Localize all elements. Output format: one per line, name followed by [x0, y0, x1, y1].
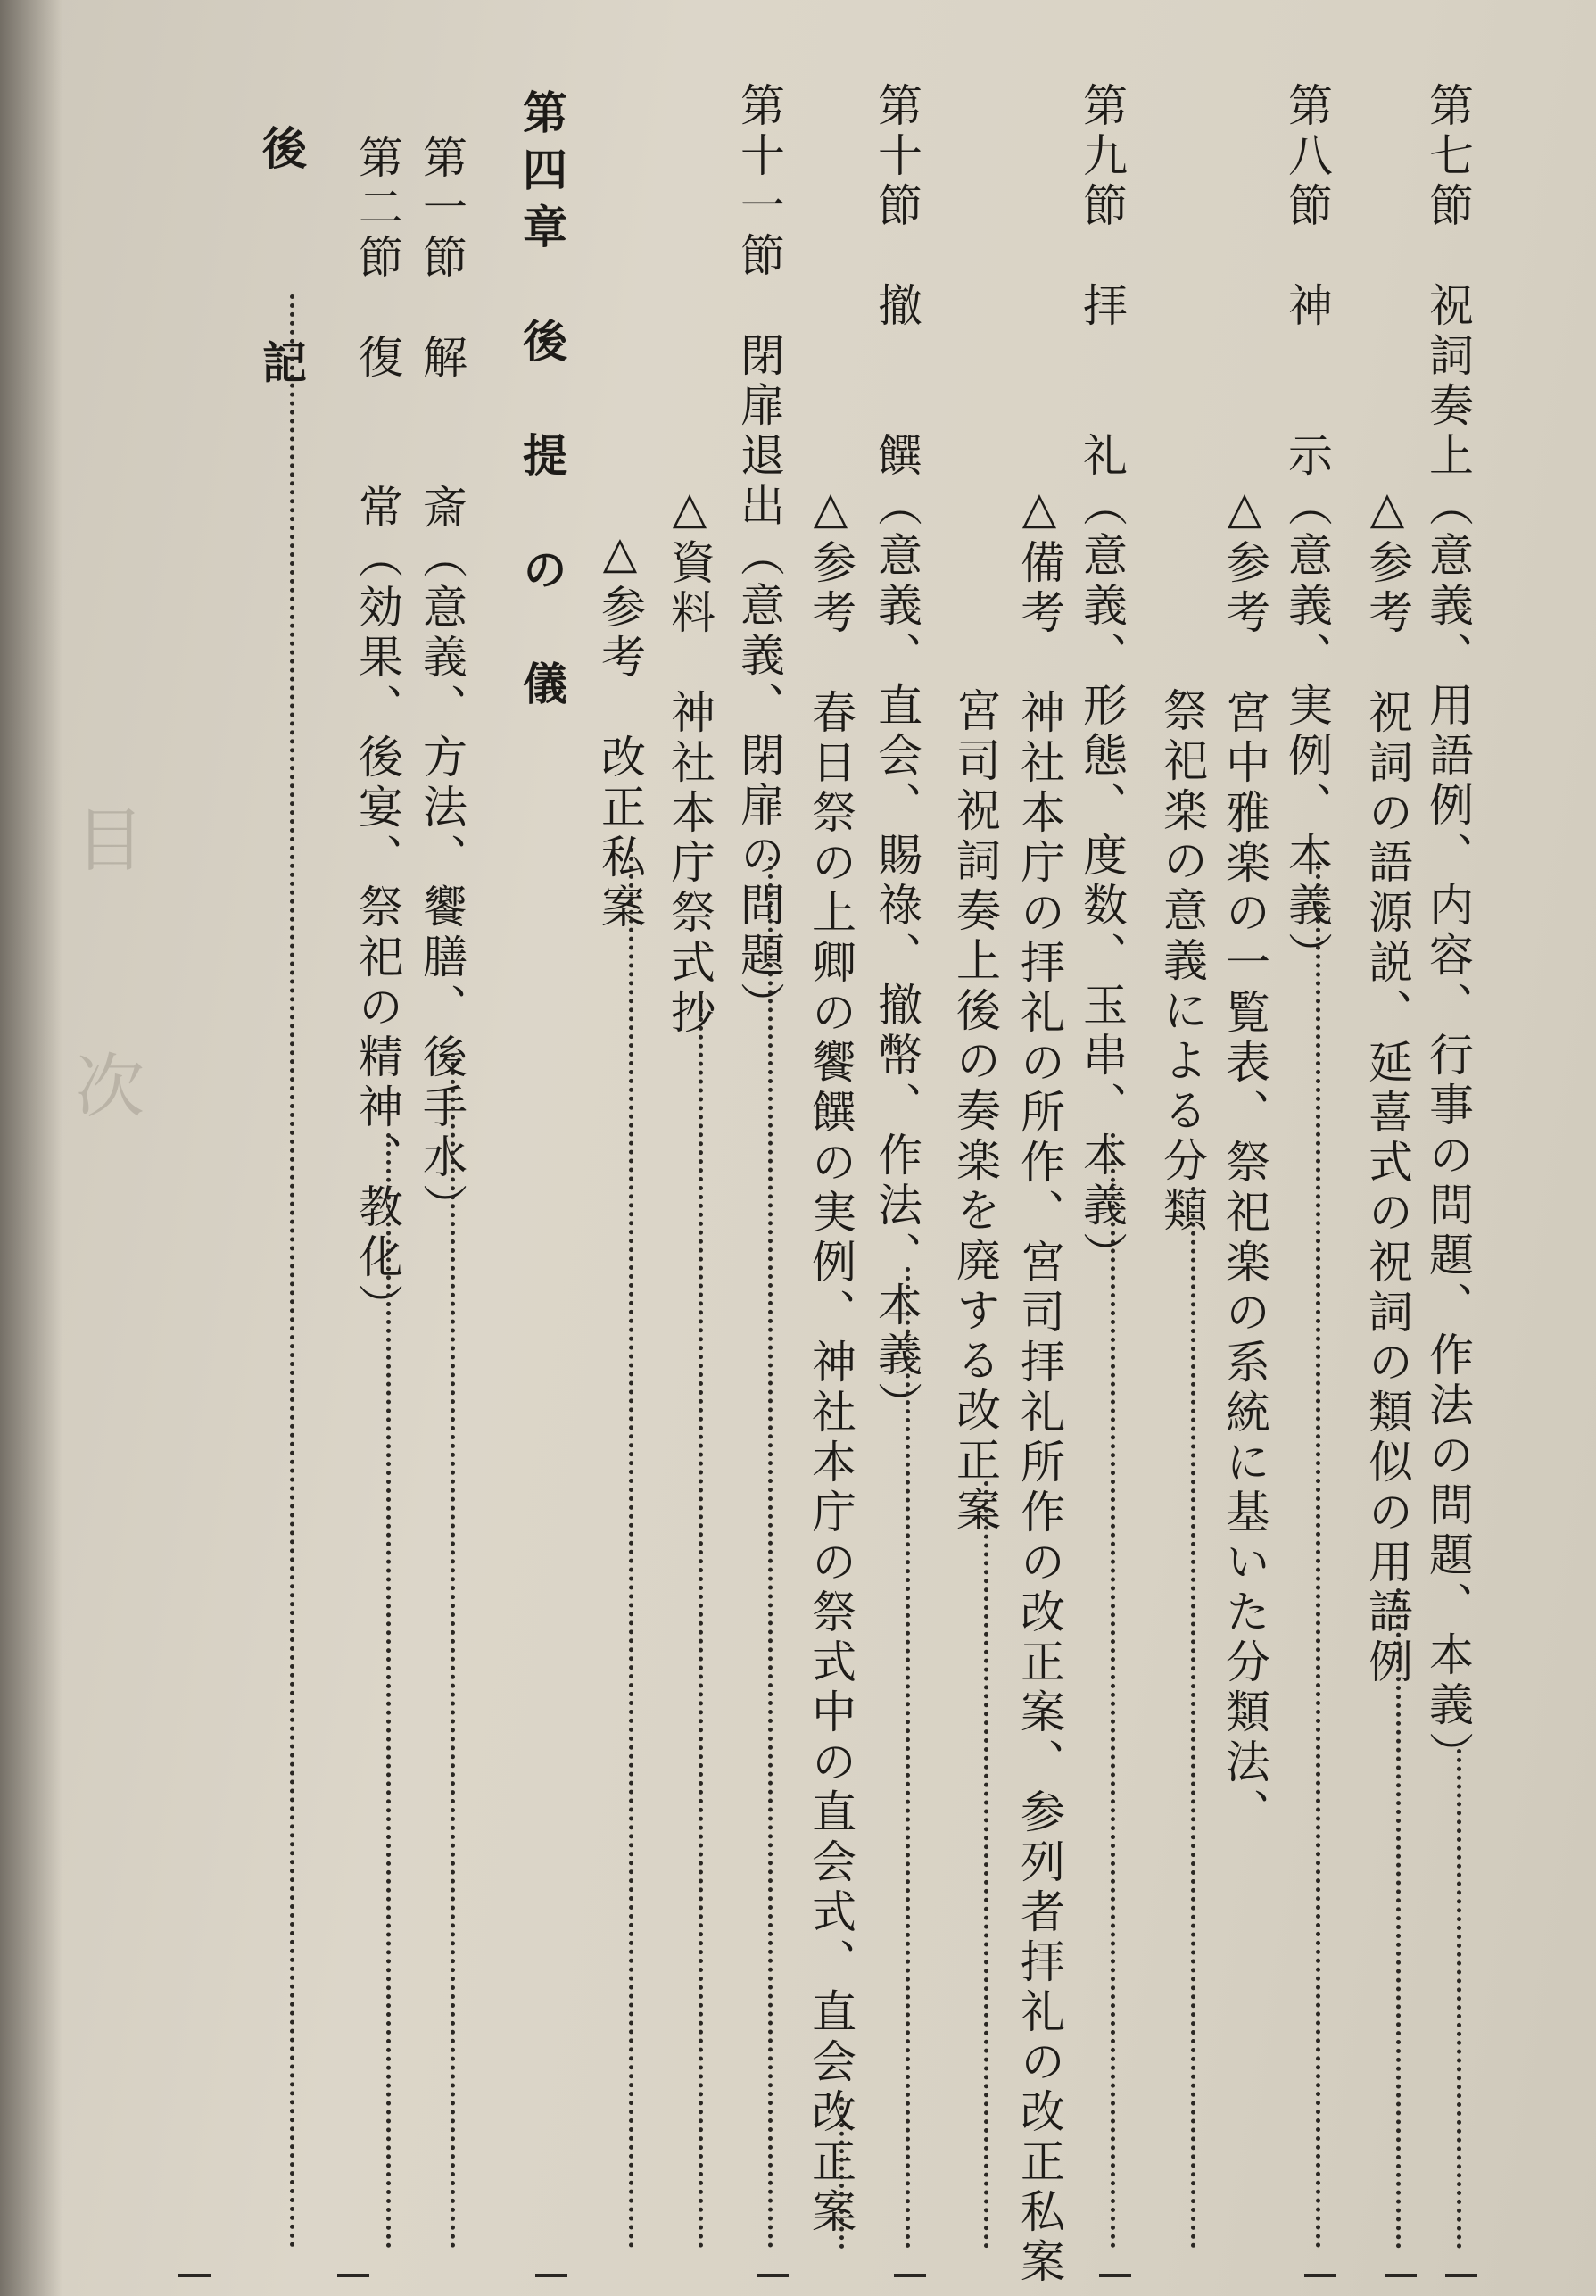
- page-number-mark: [178, 2274, 211, 2277]
- toc-entry-sec11-ref: △参考 改正私案: [594, 526, 646, 933]
- toc-entry-ch4-s2: 第二節 復 常（効果、後宴、祭祀の精神、教化）: [351, 134, 403, 1333]
- page-number-mark: [757, 2274, 789, 2277]
- leader-dots: [1457, 1749, 1461, 2249]
- page-number-mark: [1304, 2274, 1336, 2277]
- toc-entry-sec11: 第十一節 閉扉退出（意義、閉扉の問題）: [733, 82, 785, 1032]
- leader-dots: [1191, 1187, 1195, 2249]
- bleed-through-title: 目 次: [63, 803, 144, 1173]
- toc-entry-sec9-note2: 宮司祝詞奏上後の奏楽を廃する改正案: [949, 687, 1001, 1537]
- leader-dots: [699, 991, 703, 2249]
- leader-dots: [451, 1053, 455, 2249]
- toc-entry-ch4-s1: 第一節 解 斎（意義、方法、饗膳、後手水）: [416, 134, 467, 1233]
- leader-dots: [1396, 1588, 1401, 2249]
- page-number-mark: [894, 2274, 926, 2277]
- toc-entry-sec10-ref: △参考 春日祭の上卿の饗饌の実例、神社本庁の祭式中の直会式、直会改正案: [805, 482, 856, 2238]
- toc-entry-sec8-ref2: 祭祀楽の意義による分類: [1156, 687, 1208, 1237]
- leader-dots: [290, 294, 294, 2249]
- page-number-mark: [337, 2274, 369, 2277]
- leader-dots: [768, 857, 773, 2249]
- toc-entry-sec7: 第七節 祝詞奏上（意義、用語例、内容、行事の問題、作法の問題、本義）: [1422, 82, 1474, 1781]
- toc-entry-sec8-ref: △参考 宮中雅楽の一覧表、祭祀楽の系統に基いた分類法、: [1219, 482, 1270, 1838]
- page-number-mark: [535, 2274, 567, 2277]
- toc-entry-sec9-note: △備考 神社本庁の拝礼の所作、宮司拝礼所作の改正案、参列者拝礼の改正私案: [1013, 482, 1065, 2288]
- page-number-mark: [1099, 2274, 1131, 2277]
- chapter-heading: 第四章 後 提 の 儀: [516, 89, 568, 717]
- leader-dots: [1316, 866, 1320, 2249]
- page-number-mark: [1385, 2274, 1417, 2277]
- leader-dots: [629, 848, 633, 2249]
- page-number-mark: [1445, 2274, 1477, 2277]
- toc-entry-sec7-ref: △参考 祝詞の語源説、延喜式の祝詞の類似の用語例: [1361, 482, 1413, 1688]
- toc-entry-sec10: 第十節 撤 饌（意義、直会、賜祿、撤幣、作法、本義）: [871, 82, 922, 1431]
- toc-entry-sec8: 第八節 神 示（意義、実例、本義）: [1281, 82, 1333, 982]
- leader-dots: [1111, 1133, 1115, 2249]
- leader-dots: [906, 1267, 910, 2249]
- leader-dots: [839, 2097, 844, 2249]
- toc-entry-sec9: 第九節 拝 礼（意義、形態、度数、玉串、本義）: [1076, 82, 1128, 1281]
- toc-entry-sec11-mat: △資料 神社本庁祭式抄: [664, 482, 715, 1039]
- leader-dots: [984, 1481, 988, 2249]
- toc-entry-afterword: 後 記: [255, 125, 308, 410]
- leader-dots: [386, 1133, 391, 2249]
